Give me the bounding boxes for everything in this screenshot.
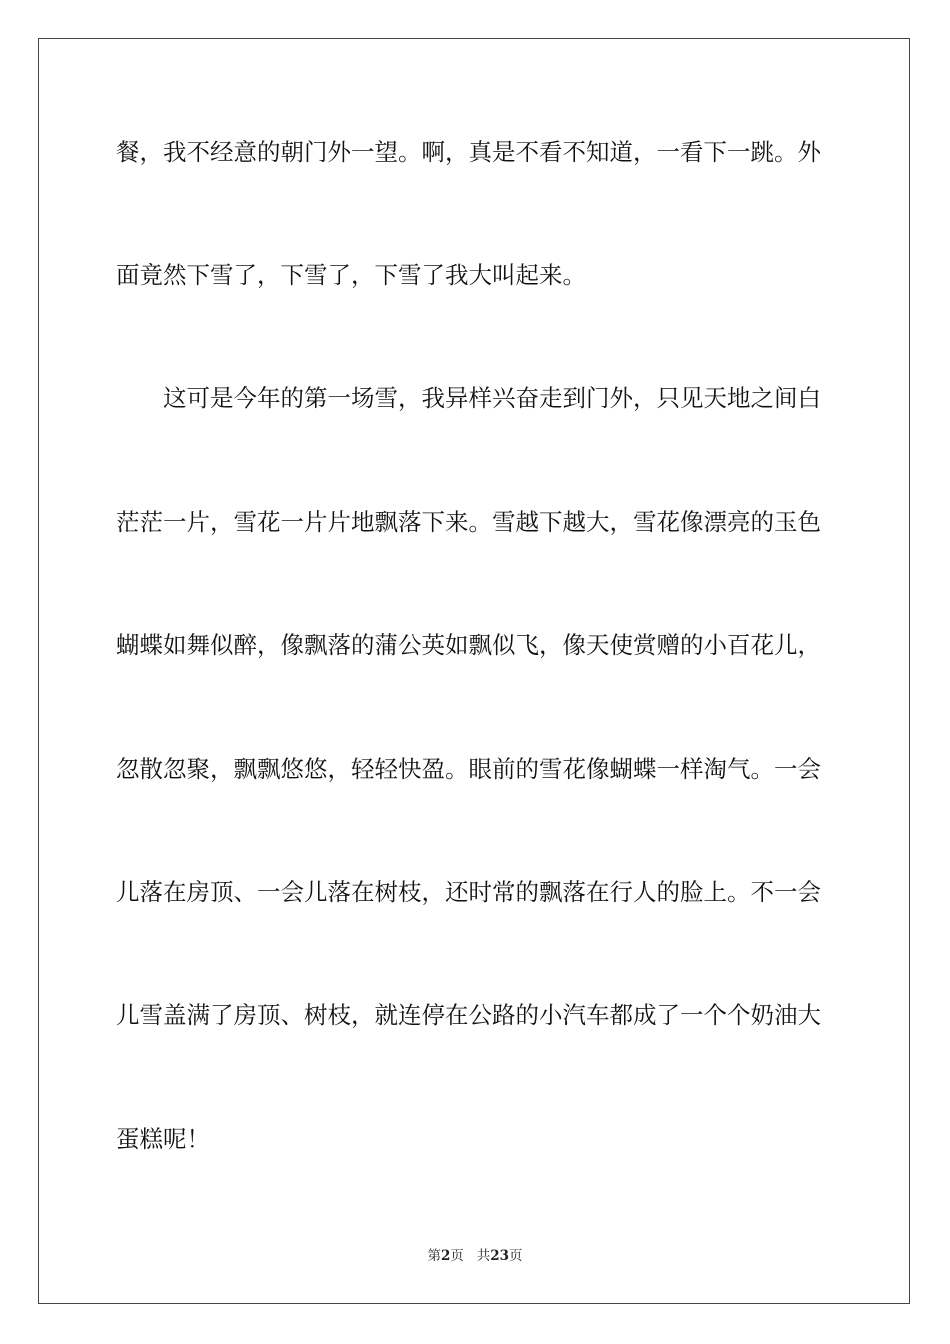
text-line-5: 蝴蝶如舞似醉，像飘落的蒲公英如飘似飞，像天使赏赠的小百花儿， bbox=[116, 631, 821, 659]
current-page-number: 2 bbox=[440, 1248, 451, 1264]
footer-page-suffix: 页 bbox=[450, 1248, 464, 1264]
page-border bbox=[38, 38, 910, 1304]
text-line-4: 茫茫一片，雪花一片片地飘落下来。雪越下越大，雪花像漂亮的玉色 bbox=[116, 508, 821, 536]
page-footer bbox=[0, 1247, 950, 1265]
text-line-8: 儿雪盖满了房顶、树枝，就连停在公路的小汽车都成了一个个奶油大 bbox=[116, 1001, 821, 1029]
text-line-6: 忽散忽聚，飘飘悠悠，轻轻快盈。眼前的雪花像蝴蝶一样淘气。一会 bbox=[116, 755, 821, 783]
footer-prefix: 第 bbox=[427, 1248, 441, 1264]
footer-total-prefix: 共 bbox=[476, 1248, 491, 1264]
text-line-1: 餐，我不经意的朝门外一望。啊，真是不看不知道，一看下一跳。外 bbox=[116, 138, 821, 166]
text-line-7: 儿落在房顶、一会儿落在树枝，还时常的飘落在行人的脸上。不一会 bbox=[116, 878, 821, 906]
text-line-3: 这可是今年的第一场雪，我异样兴奋走到门外，只见天地之间白 bbox=[116, 384, 821, 412]
text-line-2: 面竟然下雪了，下雪了，下雪了我大叫起来。 bbox=[116, 261, 586, 289]
text-line-9: 蛋糕呢！ bbox=[116, 1125, 210, 1153]
footer-total-suffix: 页 bbox=[509, 1248, 523, 1264]
total-page-count: 23 bbox=[490, 1248, 510, 1264]
